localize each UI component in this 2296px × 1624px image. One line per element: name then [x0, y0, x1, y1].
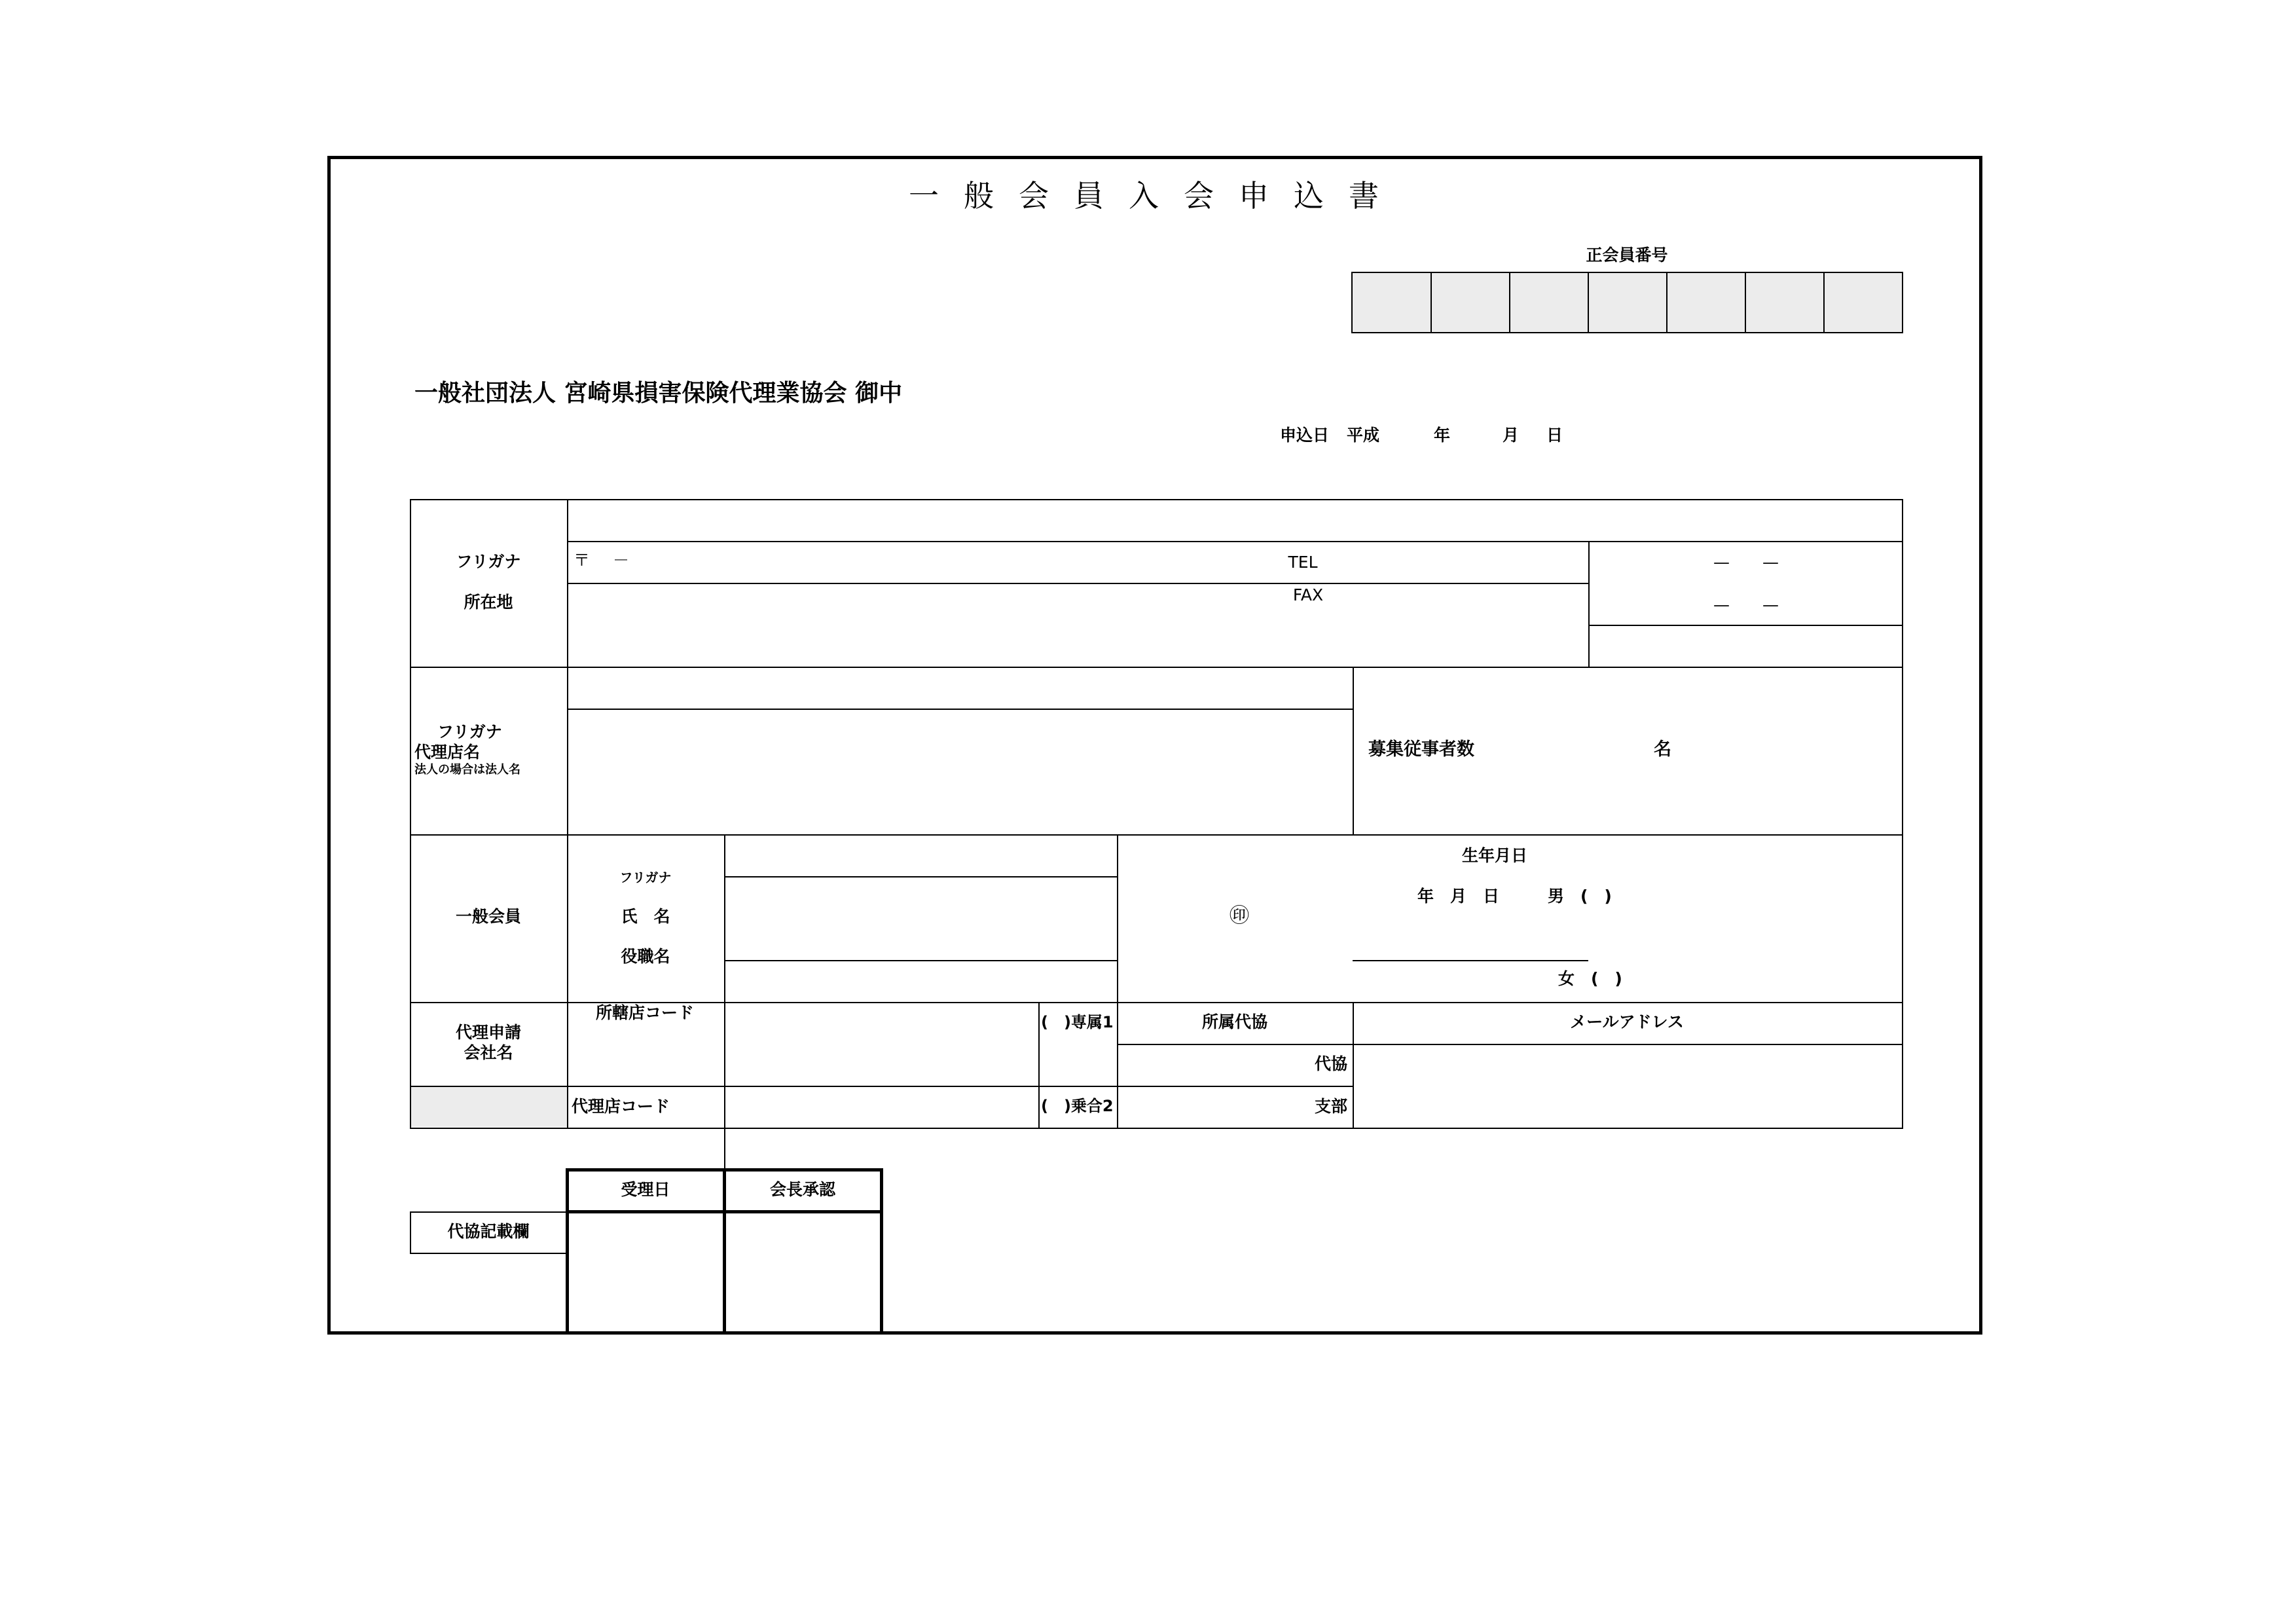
proxy-label-line1: 代理申請 — [455, 1023, 522, 1042]
proxy-label-line2: 会社名 — [464, 1043, 513, 1062]
affiliation-label: 所属代協 — [1201, 1012, 1268, 1031]
office-use-label: 代協記載欄 — [447, 1222, 530, 1241]
fax-label: FAX — [1292, 585, 1324, 604]
received-date-label: 受理日 — [621, 1180, 670, 1199]
gender-female-option[interactable]: 女 ( ) — [1558, 969, 1622, 988]
agency-furigana-label: フリガナ — [437, 722, 502, 741]
member-section-label: 一般会員 — [455, 907, 522, 926]
seal-mark: ㊞ — [1230, 904, 1249, 927]
application-date-month[interactable]: 月 — [1503, 426, 1520, 445]
address-label: 所在地 — [464, 593, 513, 612]
branch-label: 支部 — [1314, 1097, 1347, 1116]
agency-code-label: 代理店コード — [572, 1097, 670, 1116]
member-number-label: 正会員番号 — [1586, 246, 1668, 265]
proxy-shaded-cell — [410, 1086, 567, 1127]
recipient-line: 一般社団法人 宮崎県損害保険代理業協会 御中 — [414, 380, 903, 407]
mixed-option[interactable]: ( )乗合2 — [1041, 1097, 1114, 1115]
application-date-label: 申込日 — [1280, 426, 1330, 445]
form-title: 一般会員入会申込書 — [909, 178, 1404, 213]
member-name-label: 氏 名 — [621, 907, 670, 926]
recruit-count-label: 募集従事者数 — [1368, 739, 1474, 760]
address-furigana-label: フリガナ — [456, 552, 521, 571]
tel-label: TEL — [1288, 553, 1318, 572]
member-furigana-label: フリガナ — [619, 870, 672, 885]
tel-number-field[interactable]: — — — [1713, 553, 1779, 572]
gender-male-option[interactable]: 男 ( ) — [1548, 887, 1612, 906]
member-title-label: 役職名 — [621, 947, 670, 966]
birth-date-fields[interactable]: 年 月 日 — [1417, 887, 1500, 906]
birth-date-label: 生年月日 — [1461, 846, 1528, 865]
postal-dash[interactable]: － — [613, 551, 630, 570]
member-number-boxes[interactable] — [1352, 272, 1902, 333]
application-date-year[interactable]: 年 — [1434, 426, 1451, 445]
application-date-era: 平成 — [1347, 426, 1380, 445]
daikyo-label: 代協 — [1314, 1054, 1347, 1073]
agency-name-label: 代理店名 — [414, 743, 481, 762]
president-approval-label: 会長承認 — [769, 1180, 836, 1199]
agency-name-note: 法人の場合は法人名 — [414, 763, 520, 777]
recruit-count-unit: 名 — [1654, 739, 1671, 760]
exclusive-option[interactable]: ( )専属1 — [1041, 1013, 1114, 1031]
email-label: メールアドレス — [1570, 1012, 1684, 1031]
postal-mark: 〒 — [574, 551, 591, 570]
application-date-day[interactable]: 日 — [1546, 426, 1563, 445]
fax-number-field[interactable]: — — — [1713, 595, 1779, 614]
branch-code-label: 所轄店コード — [596, 1003, 695, 1022]
